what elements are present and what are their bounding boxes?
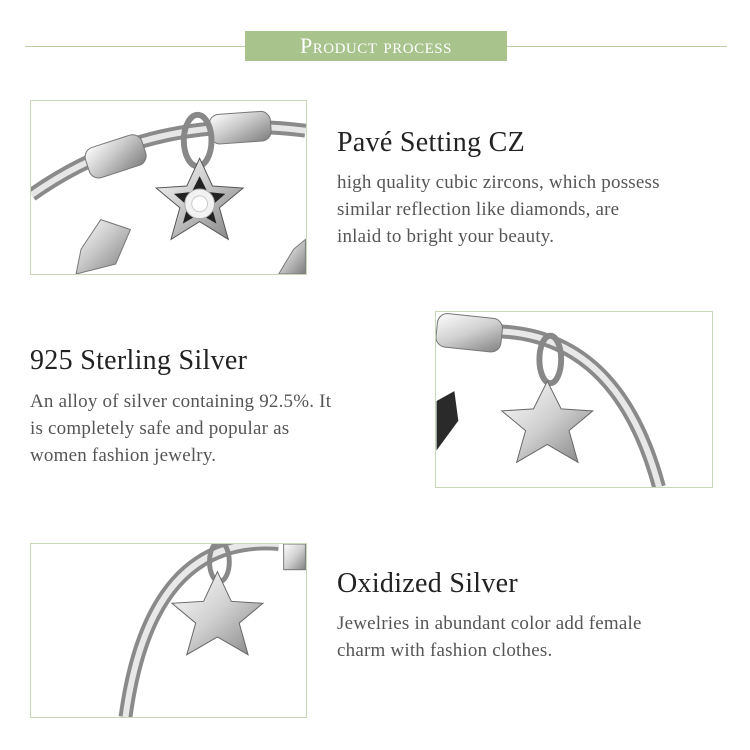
header-divider-left [25,46,245,47]
header-divider-right [507,46,727,47]
feature-2-title: 925 Sterling Silver [30,345,248,376]
feature-1-description: high quality cubic zircons, which possess similar reflection like diamonds, are inlaid to bright your beauty. [337,172,660,247]
feature-3-title: Oxidized Silver [337,568,519,599]
feature-3-description: Jewelries in abundant color add female charm with fashion clothes. [337,613,642,661]
feature-2-photo [435,311,713,488]
star-ring-oxidized-image [31,544,306,717]
star-ring-zircon-image [31,101,306,274]
feature-1-photo [30,100,307,275]
section-banner: Product process [245,31,507,61]
feature-3-photo [30,543,307,718]
star-ring-silver-image [436,312,712,487]
feature-2-description: An alloy of silver containing 92.5%. It is completely safe and popular as women fashion jewelry. [30,391,332,466]
feature-1-title: Pavé Setting CZ [337,127,526,158]
